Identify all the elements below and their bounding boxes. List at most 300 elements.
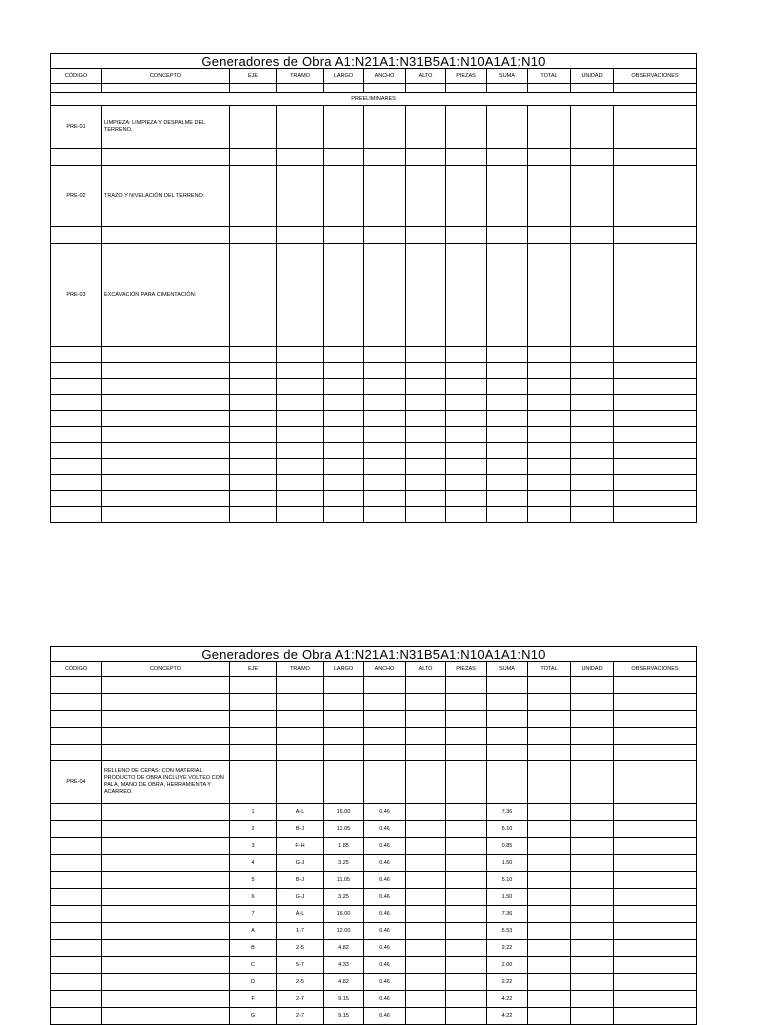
empty-cell: [528, 395, 571, 411]
empty-cell: [364, 106, 406, 149]
eje-cell: 1: [230, 804, 277, 821]
empty-cell: [446, 244, 487, 347]
empty-cell: [51, 84, 102, 93]
tramo-cell: B-J: [277, 872, 324, 889]
empty-cell: [528, 166, 571, 227]
empty-cell: [614, 804, 697, 821]
empty-cell: [364, 728, 406, 745]
empty-cell: [571, 427, 614, 443]
suma-cell: 2.22: [487, 974, 528, 991]
empty-cell: [277, 491, 324, 507]
column-header-row: [51, 69, 697, 84]
empty-cell: [614, 1008, 697, 1025]
empty-cell: [571, 347, 614, 363]
item-row: [51, 106, 697, 149]
empty-cell: [571, 872, 614, 889]
data-row: [51, 838, 697, 855]
empty-cell: [230, 507, 277, 523]
empty-cell: [446, 363, 487, 379]
data-row: [51, 889, 697, 906]
empty-row: [51, 395, 697, 411]
empty-cell: [277, 728, 324, 745]
empty-cell: [446, 761, 487, 804]
empty-cell: [614, 363, 697, 379]
empty-cell: [614, 889, 697, 906]
ancho-cell: 0.46: [364, 804, 406, 821]
empty-cell: [51, 507, 102, 523]
item-row: [51, 166, 697, 227]
largo-cell: 4.82: [324, 940, 364, 957]
empty-cell: [406, 507, 446, 523]
empty-cell: [446, 395, 487, 411]
empty-row: [51, 475, 697, 491]
column-header: ANCHO: [364, 662, 406, 677]
empty-cell: [324, 443, 364, 459]
item-row: [51, 244, 697, 347]
suma-cell: 5.10: [487, 821, 528, 838]
empty-cell: [528, 363, 571, 379]
empty-cell: [406, 149, 446, 166]
empty-cell: [230, 427, 277, 443]
data-row: [51, 940, 697, 957]
empty-cell: [571, 940, 614, 957]
empty-cell: [528, 923, 571, 940]
empty-row: [51, 711, 697, 728]
empty-cell: [364, 427, 406, 443]
empty-cell: [51, 745, 102, 761]
empty-cell: [324, 149, 364, 166]
empty-row: [51, 347, 697, 363]
empty-cell: [102, 728, 230, 745]
empty-cell: [102, 395, 230, 411]
largo-cell: 4.82: [324, 974, 364, 991]
section-label: PREELIMINARES: [51, 93, 697, 106]
empty-cell: [406, 677, 446, 694]
empty-cell: [102, 804, 230, 821]
empty-cell: [406, 694, 446, 711]
empty-cell: [102, 923, 230, 940]
empty-cell: [528, 677, 571, 694]
empty-row: [51, 149, 697, 166]
empty-cell: [51, 957, 102, 974]
empty-cell: [406, 906, 446, 923]
ancho-cell: 0.46: [364, 906, 406, 923]
empty-cell: [614, 411, 697, 427]
empty-cell: [571, 411, 614, 427]
empty-cell: [406, 711, 446, 728]
empty-cell: [614, 443, 697, 459]
empty-cell: [446, 1008, 487, 1025]
sheet-title: Generadores de Obra A1:N21A1:N31B5A1:N10A1A1:N10: [51, 54, 697, 69]
empty-cell: [446, 745, 487, 761]
empty-cell: [571, 677, 614, 694]
empty-cell: [446, 855, 487, 872]
empty-row: [51, 745, 697, 761]
column-header: CONCEPTO: [102, 69, 230, 84]
empty-cell: [277, 507, 324, 523]
empty-cell: [277, 166, 324, 227]
empty-cell: [446, 711, 487, 728]
empty-cell: [51, 491, 102, 507]
empty-cell: [324, 411, 364, 427]
column-header: PIEZAS: [446, 662, 487, 677]
empty-cell: [571, 379, 614, 395]
empty-cell: [364, 395, 406, 411]
empty-cell: [51, 872, 102, 889]
empty-cell: [51, 395, 102, 411]
empty-cell: [614, 728, 697, 745]
empty-row: [51, 443, 697, 459]
empty-cell: [614, 872, 697, 889]
empty-row: [51, 459, 697, 475]
tramo-cell: 2-5: [277, 974, 324, 991]
empty-cell: [51, 443, 102, 459]
column-header: CÓDIGO: [51, 69, 102, 84]
data-row: [51, 974, 697, 991]
empty-cell: [614, 166, 697, 227]
empty-cell: [406, 855, 446, 872]
empty-row: [51, 694, 697, 711]
empty-cell: [446, 347, 487, 363]
column-header: OBSERVACIONES: [614, 69, 697, 84]
empty-cell: [406, 106, 446, 149]
empty-cell: [446, 838, 487, 855]
empty-cell: [364, 347, 406, 363]
eje-cell: 5: [230, 872, 277, 889]
largo-cell: 16.00: [324, 804, 364, 821]
empty-cell: [102, 855, 230, 872]
empty-cell: [406, 459, 446, 475]
empty-cell: [614, 227, 697, 244]
column-header: ALTO: [406, 662, 446, 677]
empty-cell: [277, 84, 324, 93]
empty-cell: [51, 889, 102, 906]
empty-cell: [614, 379, 697, 395]
tramo-cell: F-H: [277, 838, 324, 855]
empty-cell: [614, 677, 697, 694]
empty-cell: [487, 227, 528, 244]
section-row: [51, 93, 697, 106]
generator-sheet-1: [50, 53, 696, 523]
empty-cell: [614, 761, 697, 804]
empty-cell: [230, 149, 277, 166]
empty-cell: [324, 475, 364, 491]
item-code: PRE-04: [51, 761, 102, 804]
eje-cell: F: [230, 991, 277, 1008]
empty-cell: [324, 459, 364, 475]
empty-cell: [571, 889, 614, 906]
empty-cell: [571, 395, 614, 411]
eje-cell: 6: [230, 889, 277, 906]
empty-row: [51, 507, 697, 523]
column-header: UNIDAD: [571, 662, 614, 677]
ancho-cell: 0.46: [364, 923, 406, 940]
empty-cell: [277, 106, 324, 149]
empty-cell: [528, 379, 571, 395]
empty-cell: [406, 379, 446, 395]
empty-cell: [406, 166, 446, 227]
column-header: TRAMO: [277, 69, 324, 84]
empty-cell: [230, 745, 277, 761]
empty-cell: [102, 974, 230, 991]
empty-cell: [446, 940, 487, 957]
empty-cell: [614, 347, 697, 363]
empty-cell: [446, 821, 487, 838]
empty-cell: [571, 923, 614, 940]
suma-cell: 2.00: [487, 957, 528, 974]
empty-cell: [230, 84, 277, 93]
empty-cell: [528, 889, 571, 906]
empty-cell: [102, 838, 230, 855]
empty-cell: [446, 677, 487, 694]
empty-cell: [102, 821, 230, 838]
empty-cell: [51, 694, 102, 711]
column-header: OBSERVACIONES: [614, 662, 697, 677]
empty-cell: [277, 475, 324, 491]
suma-cell: 4.22: [487, 1008, 528, 1025]
empty-cell: [571, 991, 614, 1008]
empty-cell: [102, 677, 230, 694]
empty-cell: [406, 491, 446, 507]
empty-cell: [230, 443, 277, 459]
empty-cell: [487, 507, 528, 523]
empty-cell: [230, 491, 277, 507]
empty-cell: [51, 940, 102, 957]
empty-cell: [324, 395, 364, 411]
empty-cell: [230, 363, 277, 379]
empty-cell: [364, 166, 406, 227]
empty-cell: [51, 991, 102, 1008]
empty-cell: [324, 227, 364, 244]
empty-cell: [102, 149, 230, 166]
empty-cell: [406, 940, 446, 957]
empty-cell: [446, 491, 487, 507]
empty-cell: [446, 923, 487, 940]
largo-cell: 11.05: [324, 821, 364, 838]
empty-cell: [528, 507, 571, 523]
empty-cell: [487, 244, 528, 347]
empty-cell: [571, 855, 614, 872]
empty-cell: [446, 411, 487, 427]
empty-cell: [364, 459, 406, 475]
empty-cell: [364, 694, 406, 711]
empty-cell: [487, 728, 528, 745]
empty-cell: [102, 475, 230, 491]
empty-cell: [364, 149, 406, 166]
empty-cell: [614, 906, 697, 923]
largo-cell: 3.25: [324, 855, 364, 872]
empty-cell: [277, 149, 324, 166]
empty-cell: [324, 761, 364, 804]
empty-cell: [51, 974, 102, 991]
empty-cell: [446, 443, 487, 459]
empty-cell: [406, 244, 446, 347]
empty-row: [51, 363, 697, 379]
empty-cell: [528, 906, 571, 923]
empty-cell: [528, 347, 571, 363]
empty-cell: [324, 728, 364, 745]
empty-cell: [102, 991, 230, 1008]
empty-cell: [614, 395, 697, 411]
empty-cell: [406, 475, 446, 491]
empty-cell: [102, 906, 230, 923]
empty-cell: [571, 957, 614, 974]
empty-cell: [324, 711, 364, 728]
empty-cell: [487, 149, 528, 166]
item-concept: RELLENO DE CEPAS: CON MATERIAL PRODUCTO DE OBRA INCLUYE VOLTEO CON PALA, MANO DE OBRA, HERRAMIENTA Y ACARREO.: [102, 761, 230, 804]
empty-cell: [324, 507, 364, 523]
eje-cell: G: [230, 1008, 277, 1025]
suma-cell: 2.22: [487, 940, 528, 957]
column-header: CÓDIGO: [51, 662, 102, 677]
empty-row: [51, 491, 697, 507]
ancho-cell: 0.46: [364, 940, 406, 957]
item-concept: TRAZO Y NIVELACIÓN DEL TERRENO:: [102, 166, 230, 227]
empty-cell: [51, 427, 102, 443]
tramo-cell: 5-7: [277, 957, 324, 974]
empty-cell: [614, 149, 697, 166]
empty-cell: [446, 728, 487, 745]
empty-cell: [487, 491, 528, 507]
suma-cell: 0.85: [487, 838, 528, 855]
ancho-cell: 0.46: [364, 855, 406, 872]
empty-cell: [406, 923, 446, 940]
suma-cell: 4.22: [487, 991, 528, 1008]
empty-cell: [277, 227, 324, 244]
empty-cell: [230, 475, 277, 491]
empty-cell: [324, 106, 364, 149]
column-header: TRAMO: [277, 662, 324, 677]
empty-cell: [324, 244, 364, 347]
empty-cell: [528, 443, 571, 459]
empty-cell: [51, 475, 102, 491]
empty-cell: [277, 395, 324, 411]
item-concept: EXCAVACIÓN PARA CIMENTACIÓN:: [102, 244, 230, 347]
empty-cell: [102, 889, 230, 906]
empty-cell: [487, 443, 528, 459]
ancho-cell: 0.46: [364, 974, 406, 991]
empty-cell: [364, 677, 406, 694]
item-code: PRE-02: [51, 166, 102, 227]
empty-cell: [487, 363, 528, 379]
eje-cell: C: [230, 957, 277, 974]
empty-cell: [406, 804, 446, 821]
empty-cell: [230, 227, 277, 244]
tramo-cell: 2-5: [277, 940, 324, 957]
empty-cell: [230, 761, 277, 804]
empty-cell: [102, 459, 230, 475]
empty-cell: [364, 761, 406, 804]
empty-cell: [102, 84, 230, 93]
empty-cell: [528, 411, 571, 427]
empty-cell: [51, 711, 102, 728]
empty-cell: [528, 694, 571, 711]
empty-cell: [487, 84, 528, 93]
empty-cell: [230, 244, 277, 347]
empty-cell: [406, 84, 446, 93]
empty-cell: [614, 507, 697, 523]
item-code: PRE-01: [51, 106, 102, 149]
empty-cell: [277, 347, 324, 363]
empty-cell: [102, 872, 230, 889]
empty-cell: [571, 166, 614, 227]
empty-cell: [614, 694, 697, 711]
empty-cell: [51, 363, 102, 379]
empty-cell: [487, 694, 528, 711]
empty-row: [51, 227, 697, 244]
empty-cell: [277, 379, 324, 395]
empty-cell: [571, 728, 614, 745]
empty-cell: [571, 906, 614, 923]
column-header: SUMA: [487, 69, 528, 84]
ancho-cell: 0.46: [364, 1008, 406, 1025]
empty-cell: [364, 475, 406, 491]
empty-cell: [277, 745, 324, 761]
data-row: [51, 957, 697, 974]
column-header: EJE: [230, 662, 277, 677]
column-header: TOTAL: [528, 69, 571, 84]
empty-cell: [364, 363, 406, 379]
empty-cell: [364, 507, 406, 523]
empty-cell: [406, 957, 446, 974]
largo-cell: 9.15: [324, 1008, 364, 1025]
empty-cell: [487, 761, 528, 804]
column-header: UNIDAD: [571, 69, 614, 84]
empty-cell: [51, 728, 102, 745]
empty-cell: [446, 957, 487, 974]
empty-cell: [487, 459, 528, 475]
empty-cell: [406, 395, 446, 411]
data-row: [51, 821, 697, 838]
ancho-cell: 0.46: [364, 957, 406, 974]
empty-cell: [406, 745, 446, 761]
ancho-cell: 0.46: [364, 821, 406, 838]
empty-cell: [102, 227, 230, 244]
empty-cell: [528, 1008, 571, 1025]
empty-cell: [614, 974, 697, 991]
empty-cell: [446, 991, 487, 1008]
empty-cell: [364, 711, 406, 728]
empty-cell: [614, 106, 697, 149]
empty-row: [51, 84, 697, 93]
empty-cell: [487, 347, 528, 363]
empty-cell: [324, 347, 364, 363]
eje-cell: 4: [230, 855, 277, 872]
empty-cell: [614, 855, 697, 872]
empty-cell: [487, 711, 528, 728]
empty-cell: [51, 149, 102, 166]
empty-cell: [528, 427, 571, 443]
tramo-cell: A-L: [277, 804, 324, 821]
column-header-row: [51, 662, 697, 677]
empty-cell: [364, 227, 406, 244]
empty-cell: [406, 761, 446, 804]
title-row: [51, 647, 697, 662]
empty-cell: [571, 475, 614, 491]
suma-cell: 1.50: [487, 889, 528, 906]
empty-cell: [446, 906, 487, 923]
empty-cell: [324, 694, 364, 711]
empty-cell: [51, 821, 102, 838]
empty-row: [51, 427, 697, 443]
empty-cell: [51, 855, 102, 872]
empty-cell: [277, 244, 324, 347]
empty-cell: [324, 491, 364, 507]
empty-cell: [51, 1008, 102, 1025]
empty-cell: [487, 166, 528, 227]
tramo-cell: B-J: [277, 821, 324, 838]
column-header: ALTO: [406, 69, 446, 84]
